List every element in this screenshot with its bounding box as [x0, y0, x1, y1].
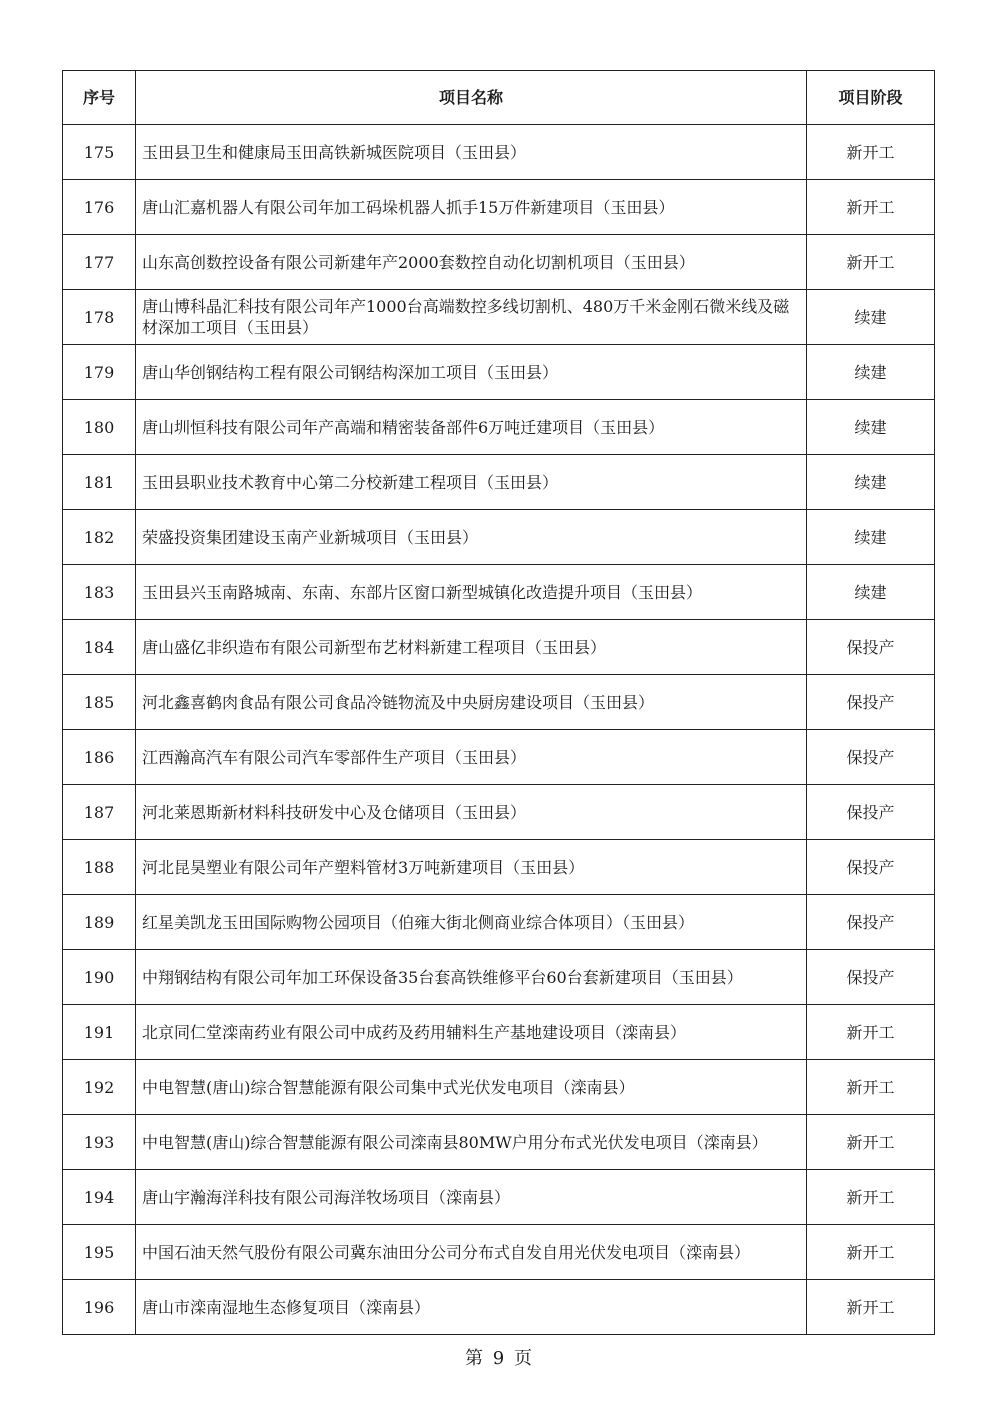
- cell-no: 181: [63, 455, 136, 510]
- table-row: [63, 1115, 935, 1170]
- table-row: [63, 730, 935, 785]
- cell-stage: 新开工: [807, 180, 935, 235]
- page-number: 第 9 页: [465, 1348, 534, 1369]
- cell-name: 红星美凯龙玉田国际购物公园项目（伯雍大街北侧商业综合体项目）（玉田县）: [136, 895, 807, 950]
- cell-name: 中国石油天然气股份有限公司冀东油田分公司分布式自发自用光伏发电项目（滦南县）: [136, 1225, 807, 1280]
- cell-stage: 新开工: [807, 1060, 935, 1115]
- cell-stage: 新开工: [807, 1170, 935, 1225]
- cell-name: 玉田县兴玉南路城南、东南、东部片区窗口新型城镇化改造提升项目（玉田县）: [136, 565, 807, 620]
- cell-stage: 续建: [807, 565, 935, 620]
- table-row: [63, 455, 935, 510]
- cell-no: 194: [63, 1170, 136, 1225]
- cell-stage: 保投产: [807, 895, 935, 950]
- cell-stage: 保投产: [807, 950, 935, 1005]
- table-row: [63, 1060, 935, 1115]
- cell-no: 176: [63, 180, 136, 235]
- header-no: 序号: [63, 71, 136, 125]
- cell-stage: 续建: [807, 510, 935, 565]
- cell-name: 河北莱恩斯新材料科技研发中心及仓储项目（玉田县）: [136, 785, 807, 840]
- cell-no: 179: [63, 345, 136, 400]
- cell-stage: 新开工: [807, 1115, 935, 1170]
- cell-name: 中翔钢结构有限公司年加工环保设备35台套高铁维修平台60台套新建项目（玉田县）: [136, 950, 807, 1005]
- cell-no: 193: [63, 1115, 136, 1170]
- cell-name: 玉田县卫生和健康局玉田高铁新城医院项目（玉田县）: [136, 125, 807, 180]
- cell-name: 唐山市滦南湿地生态修复项目（滦南县）: [136, 1280, 807, 1335]
- table-row: [63, 1170, 935, 1225]
- table-row: [63, 1005, 935, 1060]
- cell-name: 唐山华创钢结构工程有限公司钢结构深加工项目（玉田县）: [136, 345, 807, 400]
- cell-no: 192: [63, 1060, 136, 1115]
- cell-no: 189: [63, 895, 136, 950]
- cell-name: 中电智慧(唐山)综合智慧能源有限公司滦南县80MW户用分布式光伏发电项目（滦南县）: [136, 1115, 807, 1170]
- cell-stage: 续建: [807, 400, 935, 455]
- table-row: [63, 345, 935, 400]
- table-row: [63, 565, 935, 620]
- cell-no: 195: [63, 1225, 136, 1280]
- cell-stage: 续建: [807, 455, 935, 510]
- cell-stage: 保投产: [807, 730, 935, 785]
- cell-name: 河北昆昊塑业有限公司年产塑料管材3万吨新建项目（玉田县）: [136, 840, 807, 895]
- cell-name: 北京同仁堂滦南药业有限公司中成药及药用辅料生产基地建设项目（滦南县）: [136, 1005, 807, 1060]
- header-name: 项目名称: [136, 71, 807, 125]
- cell-name: 唐山盛亿非织造布有限公司新型布艺材料新建工程项目（玉田县）: [136, 620, 807, 675]
- cell-name: 唐山博科晶汇科技有限公司年产1000台高端数控多线切割机、480万千米金刚石微米线及磁材深加工项目（玉田县）: [136, 290, 807, 345]
- table-row: [63, 675, 935, 730]
- cell-no: 180: [63, 400, 136, 455]
- cell-stage: 保投产: [807, 785, 935, 840]
- cell-stage: 新开工: [807, 1280, 935, 1335]
- table-row: [63, 840, 935, 895]
- table-row: [63, 1225, 935, 1280]
- cell-no: 184: [63, 620, 136, 675]
- cell-no: 183: [63, 565, 136, 620]
- cell-stage: 保投产: [807, 620, 935, 675]
- table-row: [63, 950, 935, 1005]
- cell-name: 山东高创数控设备有限公司新建年产2000套数控自动化切割机项目（玉田县）: [136, 235, 807, 290]
- cell-stage: 续建: [807, 290, 935, 345]
- cell-no: 185: [63, 675, 136, 730]
- table-row: [63, 785, 935, 840]
- table-row: [63, 235, 935, 290]
- cell-stage: 续建: [807, 345, 935, 400]
- cell-name: 唐山汇嘉机器人有限公司年加工码垛机器人抓手15万件新建项目（玉田县）: [136, 180, 807, 235]
- table-row: [63, 180, 935, 235]
- cell-no: 196: [63, 1280, 136, 1335]
- cell-name: 荣盛投资集团建设玉南产业新城项目（玉田县）: [136, 510, 807, 565]
- cell-stage: 新开工: [807, 125, 935, 180]
- cell-no: 177: [63, 235, 136, 290]
- table-row: [63, 1280, 935, 1335]
- cell-name: 玉田县职业技术教育中心第二分校新建工程项目（玉田县）: [136, 455, 807, 510]
- table-body: [63, 125, 935, 1335]
- cell-no: 182: [63, 510, 136, 565]
- table-header-row: [63, 71, 935, 125]
- cell-name: 河北鑫喜鹤肉食品有限公司食品冷链物流及中央厨房建设项目（玉田县）: [136, 675, 807, 730]
- cell-no: 191: [63, 1005, 136, 1060]
- table-row: [63, 510, 935, 565]
- cell-no: 187: [63, 785, 136, 840]
- cell-stage: 新开工: [807, 235, 935, 290]
- cell-stage: 保投产: [807, 840, 935, 895]
- cell-stage: 新开工: [807, 1005, 935, 1060]
- cell-no: 188: [63, 840, 136, 895]
- project-table: [62, 70, 935, 1335]
- table-row: [63, 290, 935, 345]
- table-row: [63, 125, 935, 180]
- cell-name: 江西瀚高汽车有限公司汽车零部件生产项目（玉田县）: [136, 730, 807, 785]
- header-stage: 项目阶段: [807, 71, 935, 125]
- cell-stage: 新开工: [807, 1225, 935, 1280]
- cell-name: 唐山圳恒科技有限公司年产高端和精密装备部件6万吨迁建项目（玉田县）: [136, 400, 807, 455]
- cell-no: 175: [63, 125, 136, 180]
- cell-no: 178: [63, 290, 136, 345]
- cell-stage: 保投产: [807, 675, 935, 730]
- table-row: [63, 895, 935, 950]
- table-row: [63, 400, 935, 455]
- cell-name: 中电智慧(唐山)综合智慧能源有限公司集中式光伏发电项目（滦南县）: [136, 1060, 807, 1115]
- table-row: [63, 620, 935, 675]
- cell-name: 唐山宇瀚海洋科技有限公司海洋牧场项目（滦南县）: [136, 1170, 807, 1225]
- cell-no: 186: [63, 730, 136, 785]
- cell-no: 190: [63, 950, 136, 1005]
